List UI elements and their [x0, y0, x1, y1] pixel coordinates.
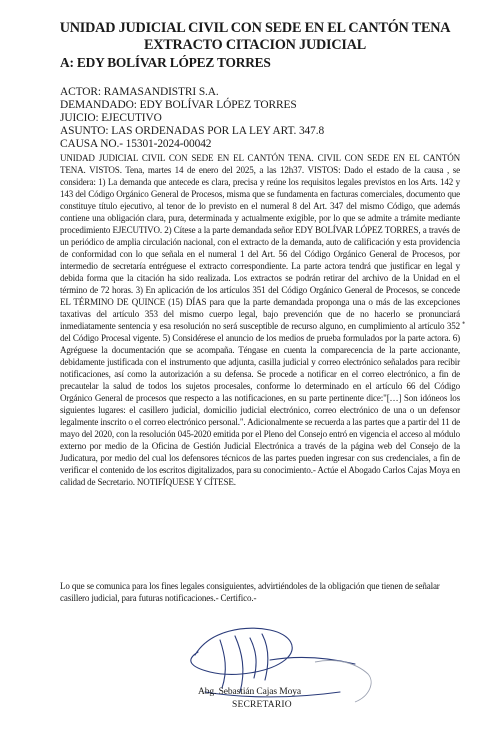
document-title: EXTRACTO CITACION JUDICIAL [143, 37, 367, 53]
defendant-line: DEMANDADO: EDY BOLÍVAR LÓPEZ TORRES [60, 99, 297, 111]
margin-mark: • [462, 318, 466, 328]
addressee: A: EDY BOLÍVAR LÓPEZ TORRES [60, 55, 271, 70]
resolution-body: UNIDAD JUDICIAL CIVIL CON SEDE EN EL CANTÓN TENA. CIVIL CON SEDE EN EL CANTÓN TENA. VISTOS. Tena, martes 14 de enero del 2025, a las 12h37. VISTOS: Dado el estado de la causa , se considera: 1) La demanda que antecede es clara, precisa y reúne los requisitos legales previstos en los Arts. 142 y 143 del Código Orgánico General de Procesos, misma que se fundamenta en facturas comerciales, documento que constituye título ejecutivo, al tenor de lo previsto en el numeral 8 del Art. 347 del mismo Código, que además contiene una obligación clara, pura, determinada y actualmente exigible, por lo que se admite a trámite mediante procedimiento EJECUTIVO. 2) Cítese a la parte demandada señor EDY BOLÍVAR LÓPEZ TORRES, a través de un periódico de amplia circulación nacional, con el extracto de la demanda, auto de calificación y esta providencia de conformidad con lo que señala en el numeral 1 del Art. 56 del Código Orgánico General de Procesos, por intermedio de secretaría entréguese el extracto correspondiente. La parte actora tendrá que justificar en legal y debida forma que la citación ha sido realizada. Los extractos se podrán retirar del archivo de la Unidad en el término de 72 horas. 3) En aplicación de los artículos 351 del Código Orgánico General de Procesos, se concede EL TÉRMINO DE QUINCE (15) DÍAS para que la parte demandada proponga una o más de las excepciones taxativas del artículo 353 del mismo cuerpo legal, bajo prevención que de no hacerlo se pronunciará inmediatamente sentencia y esa resolución no será susceptible de recurso alguno, en cumplimiento al artículo 352 del Código Procesal vigente. 5) Considérese el anuncio de los medios de prueba formulados por la parte actora. 6) Agréguese la documentación que se acompaña. Téngase en cuenta la comparecencia de la parte accionante, debidamente justificada con el instrumento que adjunta, casilla judicial y correo electrónico señalados para recibir notificaciones, así como la autorización a su defensa. Se procede a notificar en el correo electrónico, a fin de precautelar la salud de todos los sujetos procesales, conforme lo determinado en el artículo 66 del Código Orgánico General de procesos que respecto a las notificaciones, en su parte pertinente dice:"[…] Son idóneos los siguientes lugares: el casillero judicial, domicilio judicial electrónico, correo electrónico de una o un defensor legalmente inscrito o el correo electrónico personal.". Adicionalmente se recuerda a las partes que a partir del 11 de mayo del 2020, con la resolución 045-2020 emitida por el Pleno del Consejo entró en vigencia el acceso al módulo externo por medio de la Oficina de Gestión Judicial Electrónica a través de la página web del Consejo de la Judicatura, por medio del cual los defensores técnicos de las partes pueden ingresar con sus credenciales, a fin de verificar el contenido de los escritos digitalizados, para su conocimiento.- Actúe el Abogado Carlos Cajas Moya en calidad de Secretario. NOTIFÍQUESE Y CÍTESE. [60, 153, 460, 487]
signatory-role: SECRETARIO [232, 700, 292, 710]
court-title: UNIDAD JUDICIAL CIVIL CON SEDE EN EL CANTÓN TENA [59, 20, 451, 36]
case-number-line: CAUSA NO.- 15301-2024-00042 [60, 138, 212, 150]
subject-line: ASUNTO: LAS ORDENADAS POR LA LEY ART. 347.8 [60, 125, 325, 137]
actor-line: ACTOR: RAMASANDISTRI S.A. [60, 86, 219, 98]
trial-type-line: JUICIO: EJECUTIVO [60, 112, 162, 124]
signatory-name: Abg. Sebastián Cajas Moya [198, 687, 302, 697]
closing-paragraph: Lo que se comunica para los fines legales consiguientes, advirtiéndoles de la obligación que tienen de señalar casillero judicial, para futuras notificaciones.- Certifico.- [60, 581, 440, 603]
